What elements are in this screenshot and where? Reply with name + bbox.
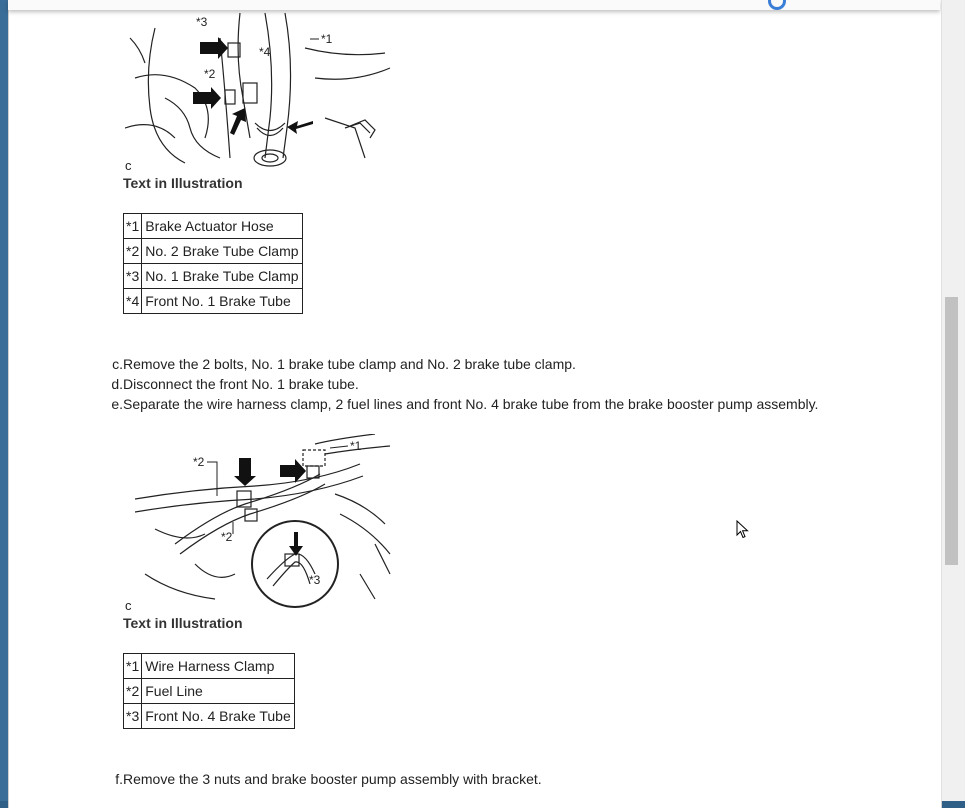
vertical-scrollbar[interactable] [941, 0, 965, 801]
legend-key: *3 [124, 264, 142, 289]
legend-text: No. 2 Brake Tube Clamp [142, 239, 302, 264]
table-row [124, 239, 303, 264]
table-row [124, 214, 303, 239]
list-item [100, 354, 818, 374]
figure-code: c [125, 598, 132, 613]
svg-text:*2: *2 [221, 530, 233, 544]
list-item [100, 394, 818, 414]
procedure-steps [100, 769, 542, 789]
legend-key: *2 [124, 679, 142, 704]
step-letter: e. [111, 396, 123, 412]
legend-key: *4 [124, 289, 142, 314]
desktop-edge [0, 0, 8, 801]
illustration-caption: Text in Illustration [123, 175, 243, 191]
svg-text:*2: *2 [204, 67, 216, 81]
step-text: Disconnect the front No. 1 brake tube. [123, 376, 359, 392]
figure-code: c [125, 158, 132, 173]
table-row [124, 679, 295, 704]
table-row [124, 654, 295, 679]
legend-text: Front No. 4 Brake Tube [142, 704, 295, 729]
list-item [100, 769, 542, 789]
legend-key: *1 [124, 214, 142, 239]
step-text: Remove the 3 nuts and brake booster pump assembly with bracket. [123, 771, 542, 787]
step-text: Remove the 2 bolts, No. 1 brake tube clamp and No. 2 brake tube clamp. [123, 356, 576, 372]
legend-text: Fuel Line [142, 679, 295, 704]
illustration-brake-actuator-hose [125, 8, 395, 168]
illustration-fuel-lines [135, 434, 395, 609]
legend-table [123, 653, 295, 729]
table-row [124, 289, 303, 314]
legend-text: Brake Actuator Hose [142, 214, 302, 239]
table-row [124, 264, 303, 289]
svg-text:*1: *1 [321, 32, 333, 46]
step-letter: d. [111, 376, 123, 392]
table-row [124, 704, 295, 729]
mouse-pointer-icon [736, 520, 750, 540]
legend-text: No. 1 Brake Tube Clamp [142, 264, 302, 289]
illustration-caption: Text in Illustration [123, 615, 243, 631]
svg-text:*3: *3 [309, 573, 321, 587]
loading-icon [768, 0, 786, 10]
legend-table [123, 213, 303, 314]
legend-key: *2 [124, 239, 142, 264]
procedure-steps [100, 354, 818, 414]
scrollbar-thumb[interactable] [945, 297, 958, 565]
list-item [100, 374, 818, 394]
legend-text: Wire Harness Clamp [142, 654, 295, 679]
legend-text: Front No. 1 Brake Tube [142, 289, 302, 314]
svg-text:*4: *4 [259, 45, 271, 59]
svg-text:*3: *3 [196, 15, 208, 29]
step-letter: c. [112, 356, 123, 372]
legend-key: *3 [124, 704, 142, 729]
step-letter: f. [115, 771, 123, 787]
legend-key: *1 [124, 654, 142, 679]
step-text: Separate the wire harness clamp, 2 fuel lines and front No. 4 brake tube from the brake booster pump assembly. [123, 396, 819, 412]
svg-text:*1: *1 [350, 439, 362, 453]
svg-text:*2: *2 [193, 455, 205, 469]
